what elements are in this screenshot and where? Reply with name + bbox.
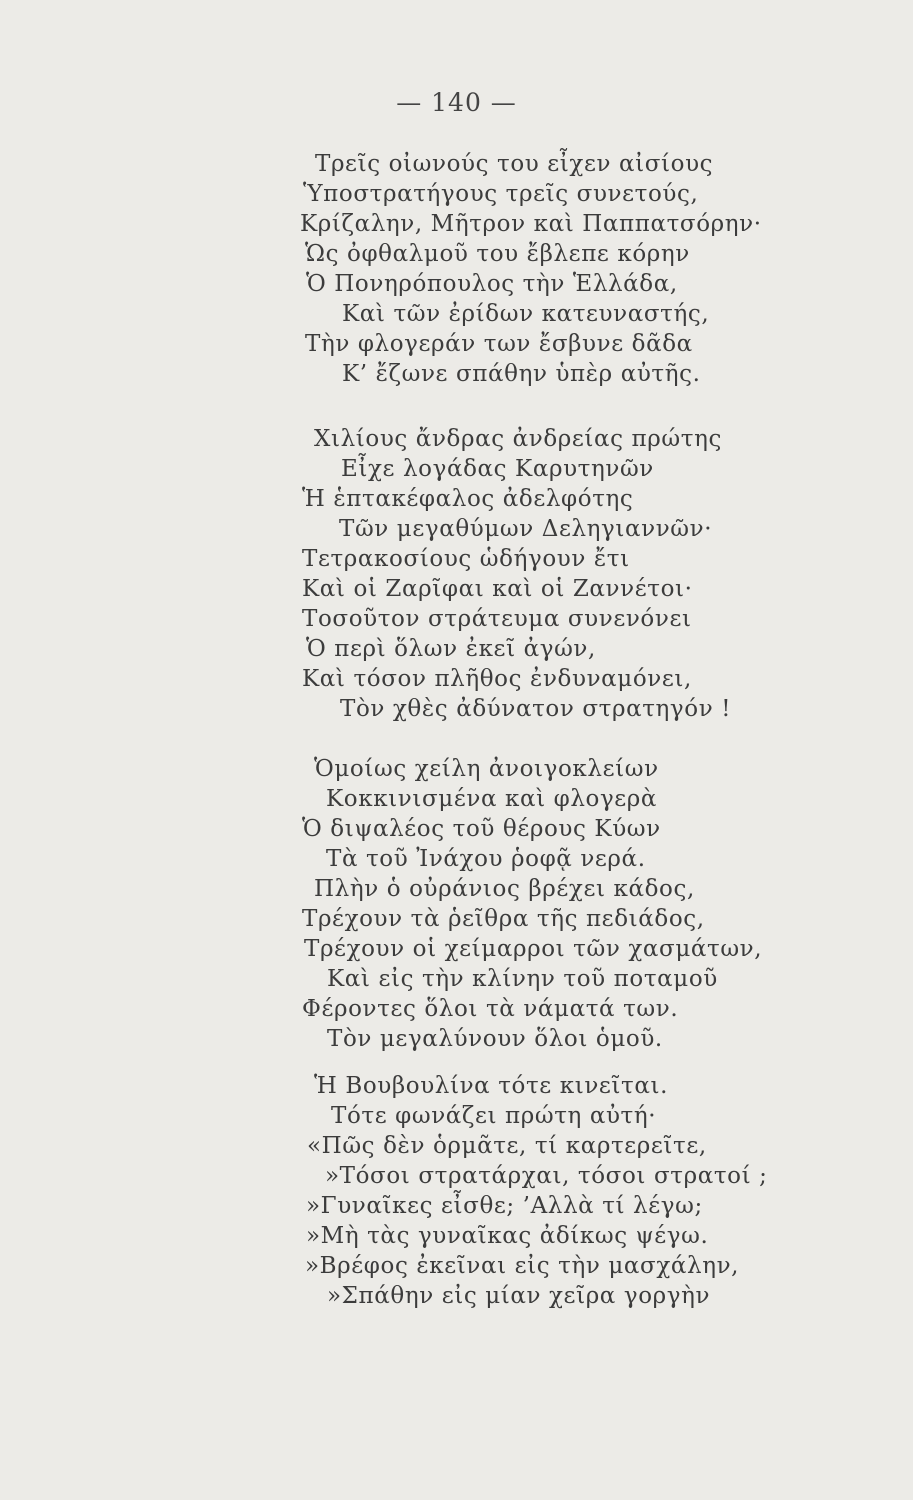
verse-line: Ὑποστρατήγους τρεῖς συνετούς, <box>303 181 699 207</box>
verse-line: Τὸν χθὲς ἀδύνατον στρατηγόν ! <box>340 696 732 722</box>
verse-line: Κρίζαλην, Μῆτρον καὶ Παππατσόρην· <box>300 211 762 237</box>
verse-line: »Βρέφος ἐκεῖναι εἰς τὴν μασχάλην, <box>305 1253 740 1279</box>
verse-line: »Τόσοι στρατάρχαι, τόσοι στρατοί ; <box>325 1163 768 1189</box>
verse-line: Τὰ τοῦ Ἰνάχου ῥοφᾷ νερά. <box>326 846 646 872</box>
verse-line: Πλὴν ὁ οὐράνιος βρέχει κάδος, <box>314 876 695 902</box>
verse-line: Ὁ Πονηρόπουλος τὴν Ἑλλάδα, <box>306 271 678 297</box>
verse-line: Τρεῖς οἰωνούς του εἶχεν αἰσίους <box>315 151 714 177</box>
verse-line: Κ’ ἔζωνε σπάθην ὑπὲρ αὐτῆς. <box>342 361 701 387</box>
verse-line: »Γυναῖκες εἶσθε; ’Αλλὰ τί λέγω; <box>306 1193 703 1219</box>
verse-line: Εἶχε λογάδας Καρυτηνῶν <box>341 456 654 482</box>
verse-line: Καὶ εἰς τὴν κλίνην τοῦ ποταμοῦ <box>327 966 718 992</box>
verse-line: Χιλίους ἄνδρας ἀνδρείας πρώτης <box>314 426 722 452</box>
verse-line: Καὶ οἱ Ζαρῖφαι καὶ οἱ Ζαννέτοι· <box>302 576 693 602</box>
verse-line: Τετρακοσίους ὡδήγουν ἔτι <box>302 546 630 572</box>
verse-line: Τοσοῦτον στράτευμα συνενόνει <box>302 606 692 632</box>
verse-line: Τῶν μεγαθύμων Δεληγιαννῶν· <box>339 516 713 542</box>
verse-line: Τὸν μεγαλύνουν ὅλοι ὁμοῦ. <box>327 1026 663 1052</box>
verse-line: «Πῶς δὲν ὁρμᾶτε, τί καρτερεῖτε, <box>307 1133 707 1159</box>
verse-line: Ἡ Βουβουλίνα τότε κινεῖται. <box>314 1073 669 1099</box>
verse-line: »Μὴ τὰς γυναῖκας ἀδίκως ψέγω. <box>306 1223 709 1249</box>
verse-line: Τότε φωνάζει πρώτη αὐτή· <box>331 1103 657 1129</box>
verse-line: Ὁ περὶ ὅλων ἐκεῖ ἀγών, <box>306 636 596 662</box>
verse-line: Ὡς ὀφθαλμοῦ του ἔβλεπε κόρην <box>305 241 690 267</box>
verse-line: Τρέχουν τὰ ῥεῖθρα τῆς πεδιάδος, <box>302 906 705 932</box>
verse-line: Κοκκινισμένα καὶ φλογερὰ <box>326 786 658 812</box>
verse-line: Φέροντες ὅλοι τὰ νάματά των. <box>302 996 679 1022</box>
verse-line: Ἡ ἑπτακέφαλος ἀδελφότης <box>302 486 634 512</box>
verse-line: Ὁ διψαλέος τοῦ θέρους Κύων <box>302 816 661 842</box>
verse-line: Καὶ τῶν ἐρίδων κατευναστής, <box>342 301 710 327</box>
verse-line: Καὶ τόσον πλῆθος ἐνδυναμόνει, <box>302 666 692 692</box>
verse-line: Τρέχουν οἱ χείμαρροι τῶν χασμάτων, <box>304 936 763 962</box>
verse-line: Ὁμοίως χείλη ἀνοιγοκλείων <box>314 756 659 782</box>
verse-line: Τὴν φλογεράν των ἔσβυνε δᾶδα <box>305 331 693 357</box>
verse-line: »Σπάθην εἰς μίαν χεῖρα γοργὴν <box>327 1283 711 1309</box>
page-number: — 140 — <box>396 88 517 117</box>
